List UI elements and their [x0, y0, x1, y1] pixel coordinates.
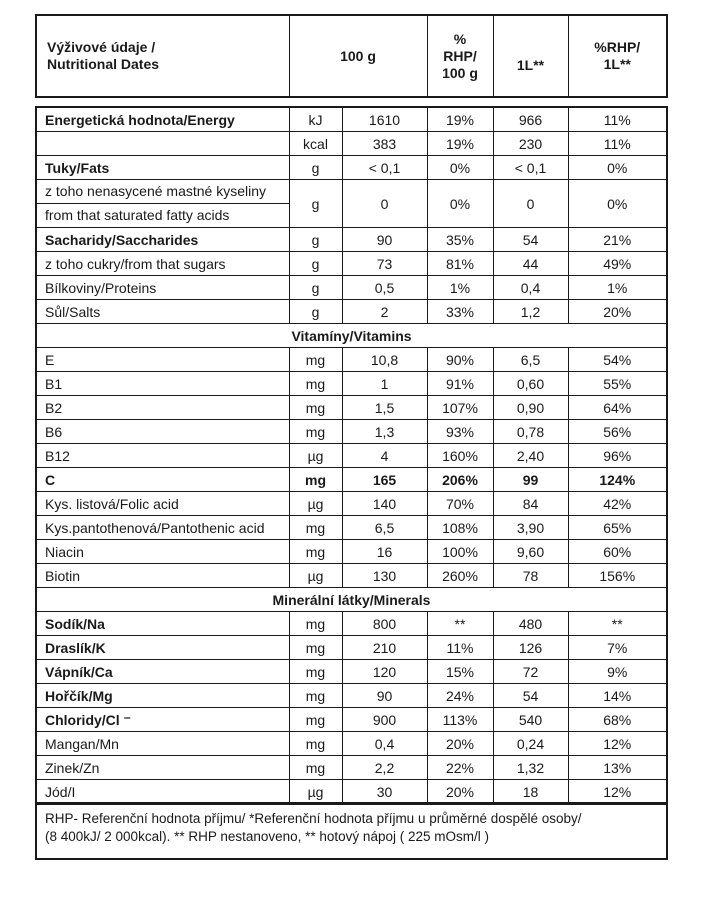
cell-per-100g: 73 [342, 252, 427, 276]
cell-unit: mg [289, 756, 342, 780]
table-row [37, 732, 666, 756]
cell-per-1l: 1,32 [493, 756, 568, 780]
cell-rhp-1l: 21% [568, 228, 666, 252]
nutrient-name: B12 [37, 444, 289, 468]
cell-per-100g: 30 [342, 780, 427, 804]
table-row [37, 468, 666, 492]
cell-rhp-100g: 260% [427, 564, 493, 588]
cell-per-100g: 0,4 [342, 732, 427, 756]
cell-per-1l: 72 [493, 660, 568, 684]
cell-unit: mg [289, 732, 342, 756]
footnote-line-2: (8 400kJ/ 2 000kcal). ** RHP nestanoveno, ** hotový nápoj ( 225 mOsm/l ) [45, 829, 489, 844]
table-row [37, 612, 666, 636]
cell-rhp-1l: 68% [568, 708, 666, 732]
table-row [37, 444, 666, 468]
table-row [37, 756, 666, 780]
cell-unit: g [289, 156, 342, 180]
nutrient-name: Draslík/K [37, 636, 289, 660]
cell-per-1l: 2,40 [493, 444, 568, 468]
table-row [37, 276, 666, 300]
cell-rhp-100g: 93% [427, 420, 493, 444]
nutrient-name: Chloridy/Cl ⁻ [37, 708, 289, 732]
header-label-cz: Výživové údaje / [47, 39, 156, 55]
cell-unit: mg [289, 420, 342, 444]
table-row [37, 516, 666, 540]
table-row [37, 372, 666, 396]
cell-rhp-1l: 0% [568, 156, 666, 180]
cell-per-1l: 0,24 [493, 732, 568, 756]
cell-rhp-100g: 19% [427, 108, 493, 132]
table-row [37, 348, 666, 372]
cell-per-1l: 9,60 [493, 540, 568, 564]
cell-unit: µg [289, 444, 342, 468]
cell-per-1l: 18 [493, 780, 568, 804]
cell-rhp-1l: 14% [568, 684, 666, 708]
cell-unit: g [289, 300, 342, 324]
cell-per-100g: 1,3 [342, 420, 427, 444]
nutrient-name-line: from that saturated fatty acids [37, 203, 289, 227]
table-row [37, 684, 666, 708]
cell-per-100g: 165 [342, 468, 427, 492]
nutrient-name-line: z toho nenasycené mastné kyseliny [45, 183, 267, 199]
table-row [37, 396, 666, 420]
cell-rhp-1l: 7% [568, 636, 666, 660]
nutrient-name: Tuky/Fats [37, 156, 289, 180]
cell-rhp-100g: 20% [427, 780, 493, 804]
nutrient-name: Energetická hodnota/Energy [37, 108, 289, 132]
cell-rhp-100g: 0% [427, 180, 493, 228]
cell-per-100g: 383 [342, 132, 427, 156]
nutrient-name: Mangan/Mn [37, 732, 289, 756]
cell-rhp-1l: 11% [568, 108, 666, 132]
footnote [35, 804, 668, 860]
cell-per-100g: 0,5 [342, 276, 427, 300]
nutrient-name: Biotin [37, 564, 289, 588]
cell-per-1l: 480 [493, 612, 568, 636]
cell-per-1l: 126 [493, 636, 568, 660]
table-row [37, 156, 666, 180]
nutrient-name: Vápník/Ca [37, 660, 289, 684]
cell-per-100g: 1,5 [342, 396, 427, 420]
cell-rhp-100g: 107% [427, 396, 493, 420]
cell-unit: µg [289, 564, 342, 588]
cell-unit: g [289, 276, 342, 300]
cell-unit: g [289, 180, 342, 228]
cell-per-1l: 0,90 [493, 396, 568, 420]
cell-per-1l: 78 [493, 564, 568, 588]
nutrition-table [35, 106, 668, 804]
cell-rhp-100g: 11% [427, 636, 493, 660]
cell-rhp-100g: 15% [427, 660, 493, 684]
cell-per-100g: 800 [342, 612, 427, 636]
cell-per-100g: 2 [342, 300, 427, 324]
nutrient-name: z toho cukry/from that sugars [37, 252, 289, 276]
table-row [37, 708, 666, 732]
table-row [37, 780, 666, 804]
cell-per-100g: 130 [342, 564, 427, 588]
cell-per-100g: 140 [342, 492, 427, 516]
cell-rhp-100g: 81% [427, 252, 493, 276]
cell-unit: g [289, 252, 342, 276]
cell-rhp-1l: 13% [568, 756, 666, 780]
cell-rhp-1l: 156% [568, 564, 666, 588]
nutrient-name: Sacharidy/Saccharides [37, 228, 289, 252]
nutrient-name: C [37, 468, 289, 492]
cell-per-1l: 6,5 [493, 348, 568, 372]
cell-per-1l: 0,60 [493, 372, 568, 396]
header-rhp-100g-l2: RHP/ [443, 47, 477, 64]
table-row [37, 228, 666, 252]
cell-per-1l: 84 [493, 492, 568, 516]
cell-per-100g: 900 [342, 708, 427, 732]
cell-rhp-1l: 124% [568, 468, 666, 492]
header-label-en: Nutritional Dates [47, 56, 160, 72]
cell-rhp-1l: 12% [568, 732, 666, 756]
cell-per-1l: 44 [493, 252, 568, 276]
cell-per-1l: 99 [493, 468, 568, 492]
cell-rhp-100g: 19% [427, 132, 493, 156]
cell-per-100g: 4 [342, 444, 427, 468]
cell-rhp-1l: 49% [568, 252, 666, 276]
cell-rhp-100g: 22% [427, 756, 493, 780]
footnote-line-1: RHP- Referenční hodnota příjmu/ *Referenční hodnota příjmu u průměrné dospělé osoby/ [45, 811, 582, 826]
nutrient-name: B6 [37, 420, 289, 444]
cell-rhp-1l: ** [568, 612, 666, 636]
cell-unit: kcal [289, 132, 342, 156]
cell-per-1l: 0,4 [493, 276, 568, 300]
cell-rhp-100g: 160% [427, 444, 493, 468]
nutrient-name: B2 [37, 396, 289, 420]
cell-rhp-1l: 0% [568, 180, 666, 228]
cell-rhp-1l: 11% [568, 132, 666, 156]
cell-unit: mg [289, 372, 342, 396]
cell-rhp-1l: 42% [568, 492, 666, 516]
cell-rhp-100g: 206% [427, 468, 493, 492]
cell-rhp-1l: 1% [568, 276, 666, 300]
cell-rhp-1l: 54% [568, 348, 666, 372]
header-rhp-1l-l2: 1L** [603, 56, 631, 72]
cell-per-1l: 0,78 [493, 420, 568, 444]
cell-rhp-100g: 33% [427, 300, 493, 324]
cell-per-1l: 1,2 [493, 300, 568, 324]
table-row [37, 492, 666, 516]
cell-unit: mg [289, 516, 342, 540]
cell-rhp-1l: 20% [568, 300, 666, 324]
cell-rhp-100g: 0% [427, 156, 493, 180]
table-row [37, 636, 666, 660]
cell-rhp-100g: ** [427, 612, 493, 636]
header-rhp-100g [427, 16, 493, 96]
cell-rhp-100g: 70% [427, 492, 493, 516]
nutrient-name: Zinek/Zn [37, 756, 289, 780]
header-rhp-1l [568, 16, 666, 96]
cell-rhp-1l: 12% [568, 780, 666, 804]
section-header-row [37, 588, 666, 612]
table-row [37, 252, 666, 276]
header-rhp-100g-l1: % [453, 30, 467, 47]
cell-unit: g [289, 228, 342, 252]
cell-rhp-100g: 108% [427, 516, 493, 540]
cell-rhp-100g: 91% [427, 372, 493, 396]
header-1l: 1L** [493, 16, 568, 96]
cell-unit: mg [289, 396, 342, 420]
table-row [37, 132, 666, 156]
cell-unit: mg [289, 348, 342, 372]
cell-per-1l: 3,90 [493, 516, 568, 540]
cell-rhp-1l: 65% [568, 516, 666, 540]
cell-per-100g: 16 [342, 540, 427, 564]
nutrient-name: Bílkoviny/Proteins [37, 276, 289, 300]
table-row [37, 420, 666, 444]
cell-per-1l: 54 [493, 684, 568, 708]
table-row [37, 180, 666, 228]
cell-rhp-100g: 113% [427, 708, 493, 732]
cell-per-100g: < 0,1 [342, 156, 427, 180]
section-header-row [37, 324, 666, 348]
cell-per-1l: 230 [493, 132, 568, 156]
nutrient-name: Jód/I [37, 780, 289, 804]
table-header [35, 14, 668, 98]
cell-per-100g: 0 [342, 180, 427, 228]
cell-per-1l: 54 [493, 228, 568, 252]
cell-per-100g: 1610 [342, 108, 427, 132]
cell-rhp-100g: 24% [427, 684, 493, 708]
cell-per-1l: 0 [493, 180, 568, 228]
cell-per-1l: 966 [493, 108, 568, 132]
cell-rhp-100g: 100% [427, 540, 493, 564]
cell-per-100g: 10,8 [342, 348, 427, 372]
table-row [37, 564, 666, 588]
table-row [37, 660, 666, 684]
cell-rhp-100g: 1% [427, 276, 493, 300]
cell-rhp-100g: 35% [427, 228, 493, 252]
section-title: Minerální látky/Minerals [37, 588, 666, 612]
nutrient-name: Sodík/Na [37, 612, 289, 636]
cell-per-1l: < 0,1 [493, 156, 568, 180]
cell-rhp-1l: 64% [568, 396, 666, 420]
cell-rhp-1l: 60% [568, 540, 666, 564]
cell-per-100g: 1 [342, 372, 427, 396]
cell-unit: µg [289, 492, 342, 516]
cell-per-100g: 90 [342, 228, 427, 252]
nutrient-name [37, 132, 289, 156]
cell-per-100g: 120 [342, 660, 427, 684]
nutrient-name: Kys. listová/Folic acid [37, 492, 289, 516]
table-row [37, 300, 666, 324]
nutrient-name [37, 180, 289, 228]
cell-per-100g: 90 [342, 684, 427, 708]
cell-rhp-1l: 56% [568, 420, 666, 444]
nutrient-name: B1 [37, 372, 289, 396]
cell-unit: kJ [289, 108, 342, 132]
cell-rhp-100g: 90% [427, 348, 493, 372]
cell-rhp-1l: 9% [568, 660, 666, 684]
cell-rhp-1l: 96% [568, 444, 666, 468]
header-100g: 100 g [289, 16, 427, 96]
table-row [37, 108, 666, 132]
cell-per-100g: 210 [342, 636, 427, 660]
cell-unit: mg [289, 540, 342, 564]
cell-unit: mg [289, 708, 342, 732]
nutrient-name: Kys.pantothenová/Pantothenic acid [37, 516, 289, 540]
cell-rhp-1l: 55% [568, 372, 666, 396]
nutrient-name: Hořčík/Mg [37, 684, 289, 708]
cell-unit: mg [289, 636, 342, 660]
cell-unit: µg [289, 780, 342, 804]
nutrient-name: E [37, 348, 289, 372]
cell-unit: mg [289, 660, 342, 684]
cell-per-1l: 540 [493, 708, 568, 732]
cell-unit: mg [289, 684, 342, 708]
cell-unit: mg [289, 612, 342, 636]
nutrient-name: Sůl/Salts [37, 300, 289, 324]
header-label [37, 16, 289, 96]
cell-unit: mg [289, 468, 342, 492]
cell-rhp-100g: 20% [427, 732, 493, 756]
cell-per-100g: 2,2 [342, 756, 427, 780]
header-rhp-1l-l1: %RHP/ [594, 39, 641, 55]
header-rhp-100g-l3: 100 g [442, 64, 478, 81]
section-title: Vitamíny/Vitamins [37, 324, 666, 348]
table-row [37, 540, 666, 564]
cell-per-100g: 6,5 [342, 516, 427, 540]
nutrient-name: Niacin [37, 540, 289, 564]
